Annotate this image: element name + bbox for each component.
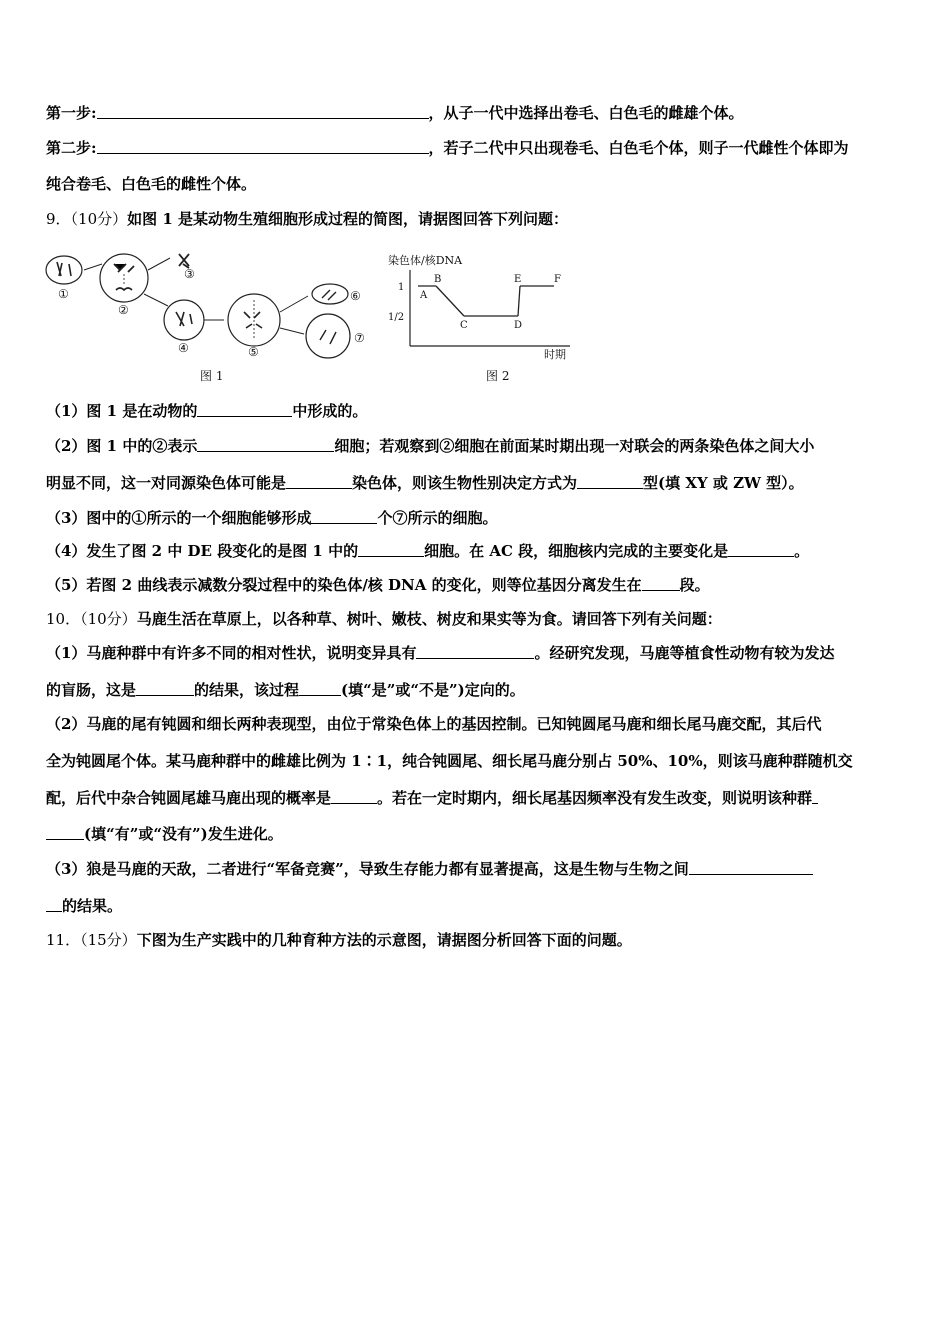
answer-blank[interactable] [97,104,429,119]
q10-part1-cont [46,680,906,700]
q10-p1-text-b: 。经研究发现，马鹿等植食性动物有较为发达 [534,644,835,662]
line-segment-BC [436,286,464,316]
q9-p1-text: （1）图 1 是在动物的 [46,402,198,420]
cell-6 [312,284,348,304]
q9-p2-text-d: 染色体，则该生物性别决定方式为 [352,474,578,492]
question-number: 9．（10分） [46,210,128,228]
q9-p2-text-cont: 细胞；若观察到②细胞在前面某时期出现一对联会的两条染色体之间大小 [334,437,815,455]
answer-blank[interactable] [812,789,818,804]
cell-label-7: ⑦ [354,331,365,345]
q9-p2-text-e: 型(填 XY 或 ZW 型）。 [643,474,804,492]
answer-blank[interactable] [136,681,194,696]
answer-blank[interactable] [689,860,813,875]
point-label-A: A [420,290,428,301]
answer-blank[interactable] [728,542,794,557]
answer-blank[interactable] [416,644,534,659]
y-tick-1: 1 [398,282,405,293]
q10-part2-e [46,824,906,844]
q9-part5 [46,575,906,595]
step2-continuation: 纯合卷毛、白色毛的雌性个体。 [46,175,257,193]
figure-1-caption: 图 1 [200,369,224,383]
cell-label-4: ④ [178,341,189,355]
step1-label: 第一步: [46,104,97,122]
q9-p4-text: （4）发生了图 2 中 DE 段变化的是图 1 中的 [46,542,359,560]
q9-p5-text-end: 段。 [679,576,710,594]
q10-part3 [46,859,906,879]
answer-blank[interactable] [331,789,377,804]
q9-part1 [46,401,906,421]
cell-2 [100,254,148,302]
q10-stem-line [46,609,906,629]
q10-part3-cont [46,896,906,916]
y-tick-half: 1/2 [388,312,405,323]
cell-label-2: ② [118,303,129,317]
answer-blank[interactable] [97,139,429,154]
q10-part2-b: 全为钝圆尾个体。某马鹿种群中的雌雄比例为 1∶1，纯合钝圆尾、细长尾马鹿分别占 50%、10%，则该马鹿种群随机交 [46,752,853,770]
point-label-C: C [460,320,468,331]
x-axis-label: 时期 [544,348,566,361]
q9-p1-text-end: 中形成的。 [292,402,368,420]
q9-part4 [46,541,906,561]
q9-part3 [46,508,906,528]
point-label-B: B [434,274,442,285]
q10-p2-text-c: 配，后代中杂合钝圆尾雄马鹿出现的概率是 [46,789,332,807]
y-axis-label: 染色体/核DNA [388,254,463,267]
answer-blank[interactable] [358,542,424,557]
q10-p2-text-e: (填“有”或“没有”)发生进化。 [84,825,283,843]
q9-p4-text-b: 细胞。在 AC 段，细胞核内完成的主要变化是 [424,542,729,560]
step2-line [46,138,906,158]
q9-p3-text-end: 个⑦所示的细胞。 [377,509,498,527]
q9-p5-text: （5）若图 2 曲线表示减数分裂过程中的染色体/核 DNA 的变化，则等位基因分离发生在 [46,576,642,594]
q9-p2-text-c: 明显不同，这一对同源染色体可能是 [46,474,287,492]
figure-cells-and-graph [44,248,594,388]
cell-1 [46,256,82,284]
answer-blank[interactable] [299,681,341,696]
data-point-labels [419,274,561,331]
cell-4 [164,300,204,340]
cell-label-5: ⑤ [248,345,259,359]
point-label-F: F [554,274,561,285]
question-stem: 如图 1 是某动物生殖细胞形成过程的简图，请据图回答下列问题： [127,210,569,228]
answer-blank[interactable] [197,402,292,417]
q10-part1 [46,643,906,663]
cell-label-3: ③ [184,267,195,281]
q10-p1-text-d: 的结果，该过程 [194,681,300,699]
cell-label-6: ⑥ [350,289,361,303]
figure-2-caption: 图 2 [486,369,510,383]
q10-part2: （2）马鹿的尾有钝圆和细长两种表现型，由位于常染色体上的基因控制。已知钝圆尾马鹿和细长尾马鹿交配，其后代 [46,715,822,733]
question-number: 11．（15分） [46,931,137,949]
q10-p1-text: （1）马鹿种群中有许多不同的相对性状，说明变异具有 [46,644,417,662]
data-line [418,286,554,316]
q10-p1-text-c: 的盲肠，这是 [46,681,137,699]
answer-blank[interactable] [197,437,334,452]
cell-3 [179,254,189,268]
q9-p4-text-c: 。 [794,542,810,560]
answer-blank[interactable] [46,897,62,912]
q10-p3-text-end: 的结果。 [62,897,123,915]
figure-1-meiosis-diagram [46,254,365,383]
step2-label: 第二步: [46,139,97,157]
q9-part2 [46,436,906,456]
q10-p2-text-d: 。若在一定时期内，细长尾基因频率没有发生改变，则说明该种群 [377,789,813,807]
step1-line [46,103,906,123]
step2-text: ，若子二代中只出现卷毛、白色毛个体，则子一代雌性个体即为 [428,139,849,157]
cell-5 [228,294,280,346]
point-label-D: D [514,320,523,331]
q9-p2-text: （2）图 1 中的②表示 [46,437,198,455]
answer-blank[interactable] [642,576,680,591]
answer-blank[interactable] [46,825,84,840]
answer-blank[interactable] [311,509,377,524]
cell-label-1: ① [58,287,69,301]
q11-stem-line [46,930,906,950]
q10-p3-text: （3）狼是马鹿的天敌，二者进行“军备竞赛”，导致生存能力都有显著提高，这是生物与生物之间 [46,860,689,878]
answer-blank[interactable] [577,474,643,489]
step1-text: ，从子一代中选择出卷毛、白色毛的雌雄个体。 [428,104,744,122]
point-label-E: E [514,274,522,285]
answer-blank[interactable] [286,474,352,489]
question-number: 10．（10分） [46,610,137,628]
q10-part2-c [46,788,906,808]
q10-p1-text-e: (填“是”或“不是”)定向的。 [341,681,525,699]
line-segment-DE [518,286,520,316]
question-stem: 马鹿生活在草原上，以各种草、树叶、嫩枝、树皮和果实等为食。请回答下列有关问题： [136,610,722,628]
q9-part2-cont [46,473,906,493]
figure-2-ratio-graph [388,253,570,383]
question-stem: 下图为生产实践中的几种育种方法的示意图，请据图分析回答下面的问题。 [136,931,632,949]
q9-p3-text: （3）图中的①所示的一个细胞能够形成 [46,509,312,527]
cell-7 [306,314,350,358]
q9-stem-line [46,209,906,229]
